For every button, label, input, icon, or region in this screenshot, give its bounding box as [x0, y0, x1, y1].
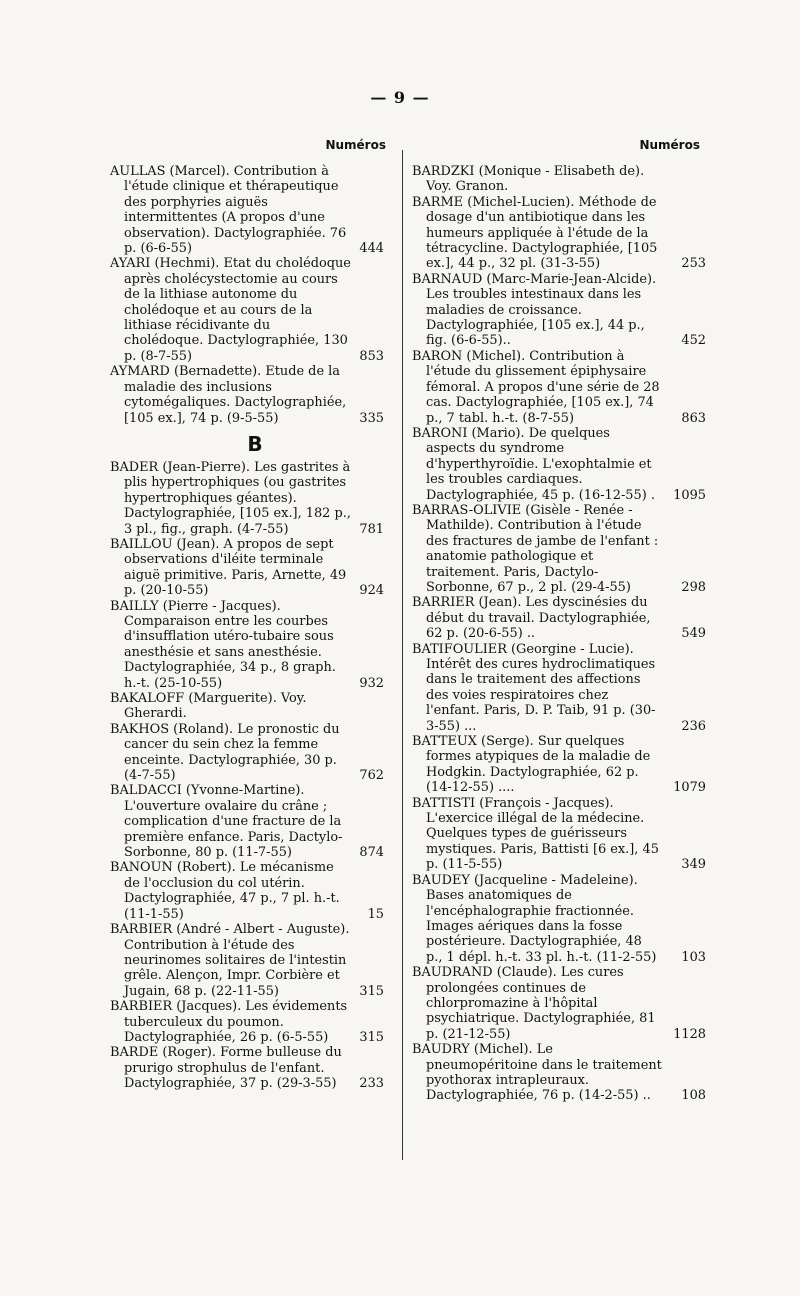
entry-number: 781	[359, 521, 384, 537]
index-entry	[110, 860, 400, 922]
index-entry	[412, 164, 710, 195]
index-entry	[412, 642, 710, 734]
entry-number: 444	[359, 241, 384, 257]
entry-text: AYARI (Hechmi). Etat du cholédoque après cholécystectomie au cours de la lithiase autonome du cholédoque et au cours de la lithiase récidivante du cholédoque. Dactylographiée, 130 p. (8-7-55)	[110, 256, 351, 364]
entry-text: BARDE (Roger). Forme bulleuse du prurigo strophulus de l'enfant. Dactylographiée, 37 p. (29-3-55)	[110, 1045, 342, 1092]
entry-text: BAILLY (Pierre - Jacques). Comparaison entre les courbes d'insufflation utéro-tubaire sous anesthésie et sans anesthésie. Dactylographiée, 34 p., 8 graph. h.-t. (25-10-55)	[110, 598, 336, 691]
entry-number: 853	[359, 348, 384, 364]
index-entry	[412, 734, 710, 796]
left-entries-a	[110, 164, 400, 426]
entry-number: 762	[359, 768, 384, 784]
entry-text: BATIFOULIER (Georgine - Lucie). Intérêt des cures hydroclimatiques dans le traitement des affections des voies respiratoires chez l'enfant. Paris, D. P. Taib, 91 p. (30-3-55) ...	[412, 641, 656, 734]
entry-number: 1128	[673, 1026, 706, 1042]
index-entry	[412, 796, 710, 873]
entry-text: BAUDRAND (Claude). Les cures prolongées continues de chlorpromazine à l'hôpital psychiatrique. Dactylographiée, 81 p. (21-12-55)	[412, 965, 656, 1042]
entry-text: BARDZKI (Monique - Elisabeth de). Voy. Granon.	[412, 164, 645, 195]
entry-text: BARBIER (Jacques). Les évidements tuberculeux du poumon. Dactylographiée, 26 p. (6-5-55)	[110, 999, 348, 1045]
left-column	[110, 138, 400, 1092]
entry-number: 863	[681, 410, 706, 426]
index-entry	[412, 195, 710, 272]
index-entry	[110, 599, 400, 691]
index-entry	[412, 503, 710, 595]
entry-number: 335	[359, 410, 384, 426]
index-entry	[110, 783, 400, 860]
index-entry	[412, 349, 710, 426]
entry-text: AYMARD (Bernadette). Etude de la maladie des inclusions cytomégaliques. Dactylographiée, [105 ex.], 74 p. (9-5-55)	[110, 364, 347, 426]
column-divider	[402, 150, 403, 1160]
entry-text: BARRAS-OLIVIE (Gisèle - Renée - Mathilde). Contribution à l'étude des fractures de jambe de l'enfant : anatomie pathologique et traitement. Paris, Dactylo-Sorbonne, 67 p., 2 pl. (29-4-55)	[412, 502, 659, 595]
left-entries-b	[110, 460, 400, 1092]
index-entry	[110, 999, 400, 1045]
entry-text: BATTISTI (François - Jacques). L'exercice illégal de la médecine. Quelques types de guérisseurs mystiques. Paris, Battisti [6 ex.], 45 p. (11-5-55)	[412, 795, 659, 873]
column-header-right: Numéros	[639, 138, 700, 152]
entry-number: 924	[359, 583, 384, 599]
right-entries	[412, 164, 710, 1104]
index-entry	[110, 256, 400, 364]
index-entry	[412, 426, 710, 503]
section-letter: B	[247, 431, 263, 456]
index-entry	[412, 965, 710, 1042]
entry-text: AULLAS (Marcel). Contribution à l'étude clinique et thérapeutique des porphyries aiguës intermittentes (A propos d'une observation). Dactylographiée. 76 p. (6-6-55)	[110, 164, 347, 257]
entry-number: 549	[681, 626, 706, 642]
entry-number: 233	[359, 1076, 384, 1092]
index-entry	[110, 922, 400, 999]
entry-number: 452	[681, 333, 706, 349]
entry-number: 103	[681, 949, 706, 965]
entry-number: 874	[359, 845, 384, 861]
index-entry	[110, 1045, 400, 1091]
entry-text: BALDACCI (Yvonne-Martine). L'ouverture ovalaire du crâne ; complication d'une fracture de la première enfance. Paris, Dactylo-Sorbonne, 80 p. (11-7-55)	[110, 783, 343, 861]
entry-text: BAUDEY (Jacqueline - Madeleine). Bases anatomiques de l'encéphalographie fractionnée. Images aériques dans la fosse postérieure. Dactylographiée, 48 p., 1 dépl. h.-t. 33 pl. h.-t. (11-2-55)	[412, 872, 657, 965]
entry-text: BANOUN (Robert). Le mécanisme de l'occlusion du col utérin. Dactylographiée, 47 p., 7 pl. h.-t. (11-1-55)	[110, 860, 340, 922]
entry-number: 108	[681, 1088, 706, 1104]
entry-text: BAKALOFF (Marguerite). Voy. Gherardi.	[110, 691, 307, 722]
entry-number: 298	[681, 579, 706, 595]
entry-number: 1095	[673, 487, 706, 503]
page-number: — 9 —	[370, 88, 430, 107]
index-entry	[110, 364, 400, 426]
entry-number: 15	[367, 906, 384, 922]
index-entry	[412, 1042, 710, 1104]
entry-number: 315	[359, 983, 384, 999]
right-column	[412, 138, 710, 1104]
index-entry	[412, 595, 710, 641]
entry-text: BAILLOU (Jean). A propos de sept observations d'iléite terminale aiguë primitive. Paris, Arnette, 49 p. (20-10-55)	[110, 536, 347, 599]
entry-text: BARME (Michel-Lucien). Méthode de dosage d'un antibiotique dans les humeurs appliquée à l'étude de la tétracycline. Dactylographiée, [105 ex.], 44 p., 32 pl. (31-3-55)	[412, 194, 658, 272]
entry-number: 932	[359, 675, 384, 691]
entry-text: BARON (Michel). Contribution à l'étude du glissement épiphysaire fémoral. A propos d'une série de 28 cas. Dactylographiée, [105 ex.], 74 p., 7 tabl. h.-t. (8-7-55)	[412, 348, 660, 426]
index-entry	[110, 722, 400, 784]
index-entry	[110, 164, 400, 256]
entry-text: BARRIER (Jean). Les dyscinésies du début du travail. Dactylographiée, 62 p. (20-6-55) ..	[412, 595, 651, 642]
entry-text: BAUDRY (Michel). Le pneumopéritoine dans le traitement pyothorax intrapleuraux. Dactylographiée, 76 p. (14-2-55) ..	[412, 1042, 662, 1104]
entry-number: 315	[359, 1029, 384, 1045]
entry-number: 1079	[673, 780, 706, 796]
entry-text: BADER (Jean-Pierre). Les gastrites à plis hypertrophiques (ou gastrites hypertrophiques géantes). Dactylographiée, [105 ex.], 182 p., 3 pl., fig., graph. (4-7-55)	[110, 459, 351, 537]
index-entry	[412, 873, 710, 965]
index-entry	[110, 460, 400, 537]
entry-text: BAKHOS (Roland). Le pronostic du cancer du sein chez la femme enceinte. Dactylographiée, 30 p. (4-7-55)	[110, 721, 340, 784]
entry-number: 349	[681, 857, 706, 873]
entry-text: BATTEUX (Serge). Sur quelques formes atypiques de la maladie de Hodgkin. Dactylographiée, 62 p. (14-12-55) ....	[412, 734, 651, 796]
index-entry	[110, 537, 400, 599]
index-entry	[110, 691, 400, 722]
entry-number: 253	[681, 256, 706, 272]
column-header-left: Numéros	[325, 138, 386, 152]
entry-text: BARNAUD (Marc-Marie-Jean-Alcide). Les troubles intestinaux dans les maladies de croissance. Dactylographiée, [105 ex.], 44 p., fig. (6-6-55)..	[412, 271, 657, 349]
entry-text: BARONI (Mario). De quelques aspects du syndrome d'hyperthyroïdie. L'exophtalmie et les troubles cardiaques. Dactylographiée, 45 p. (16-12-55) .	[412, 425, 655, 503]
entry-number: 236	[681, 718, 706, 734]
entry-text: BARBIER (André - Albert - Auguste). Contribution à l'étude des neurinomes solitaires de l'intestin grêle. Alençon, Impr. Corbière et Jugain, 68 p. (22-11-55)	[110, 922, 350, 999]
index-entry	[412, 272, 710, 349]
